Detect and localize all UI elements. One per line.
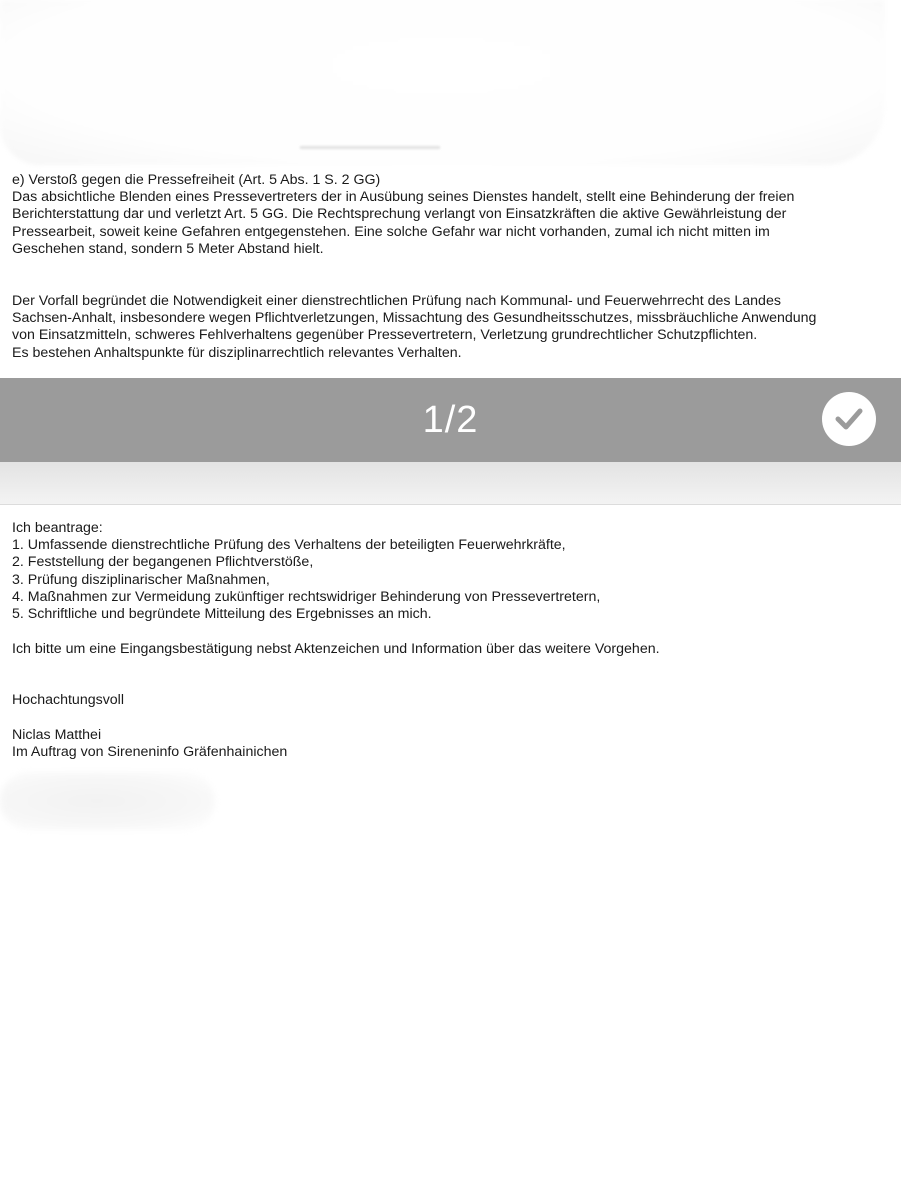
request-item: 5. Schriftliche und begründete Mitteilung des Ergebnisses an mich. bbox=[12, 606, 432, 623]
request-item: 1. Umfassende dienstrechtliche Prüfung des Verhaltens der beteiligten Feuerwehrkräfte, bbox=[12, 537, 566, 554]
confirmation-request bbox=[12, 641, 882, 658]
redacted-header bbox=[0, 0, 901, 168]
conclusion-line: Es bestehen Anhaltspunkte für disziplinarrechtlich relevantes Verhalten. bbox=[12, 344, 462, 361]
request-item: 3. Prüfung disziplinarischer Maßnahmen, bbox=[12, 571, 270, 588]
redaction-residue bbox=[300, 146, 440, 149]
redaction-smudge bbox=[0, 0, 885, 165]
section-e-line: Das absichtliche Blenden eines Pressevertreters der in Ausübung seines Dienstes handelt, stellt eine Behinderung der freien bbox=[12, 189, 795, 206]
conclusion-line: Sachsen-Anhalt, insbesondere wegen Pflichtverletzungen, Missachtung des Gesundheitsschutzes, missbräuchliche Anwendung bbox=[12, 310, 817, 327]
requests-intro: Ich beantrage: bbox=[12, 520, 103, 536]
redacted-signature bbox=[0, 772, 215, 830]
salutation: Hochachtungsvoll bbox=[12, 692, 124, 708]
section-e bbox=[12, 172, 882, 258]
section-e-line: Geschehen stand, sondern 5 Meter Abstand hielt. bbox=[12, 240, 324, 257]
signature-block bbox=[12, 727, 882, 761]
conclusion-line: Der Vorfall begründet die Notwendigkeit einer dienstrechtlichen Prüfung nach Kommunal- und Feuerwehrrecht des Landes bbox=[12, 293, 781, 309]
section-e-line: Berichterstattung dar und verletzt Art. 5 GG. Die Rechtsprechung verlangt von Einsatzkräften die aktive Gewährleistung der bbox=[12, 206, 787, 223]
request-item: 2. Feststellung der begangenen Pflichtverstöße, bbox=[12, 554, 314, 571]
page-indicator: 1/2 bbox=[422, 398, 479, 441]
confirmation-text: Ich bitte um eine Eingangsbestätigung nebst Aktenzeichen und Information über das weitere Vorgehen. bbox=[12, 641, 660, 657]
confirm-button[interactable] bbox=[822, 392, 876, 446]
request-item: 4. Maßnahmen zur Vermeidung zukünftiger rechtswidriger Behinderung von Pressevertretern, bbox=[12, 588, 601, 605]
section-e-heading: e) Verstoß gegen die Pressefreiheit (Art. 5 Abs. 1 S. 2 GG) bbox=[12, 172, 381, 188]
check-circle-icon bbox=[832, 402, 866, 436]
signer-role: Im Auftrag von Sireneninfo Gräfenhainichen bbox=[12, 744, 288, 761]
signer-name: Niclas Matthei bbox=[12, 727, 102, 743]
conclusion-paragraph bbox=[12, 293, 882, 362]
requests-list bbox=[12, 520, 882, 623]
conclusion-line: von Einsatzmitteln, schweres Fehlverhaltens gegenüber Pressevertretern, Verletzung grundrechtlicher Schutzpflichten. bbox=[12, 327, 758, 344]
page-gap bbox=[0, 462, 901, 505]
section-e-line: Pressearbeit, soweit keine Gefahren entgegenstehen. Eine solche Gefahr war nicht vorhanden, zumal ich nicht mitten im bbox=[12, 223, 770, 240]
page-divider-bar bbox=[0, 378, 901, 462]
closing-salutation bbox=[12, 692, 882, 709]
